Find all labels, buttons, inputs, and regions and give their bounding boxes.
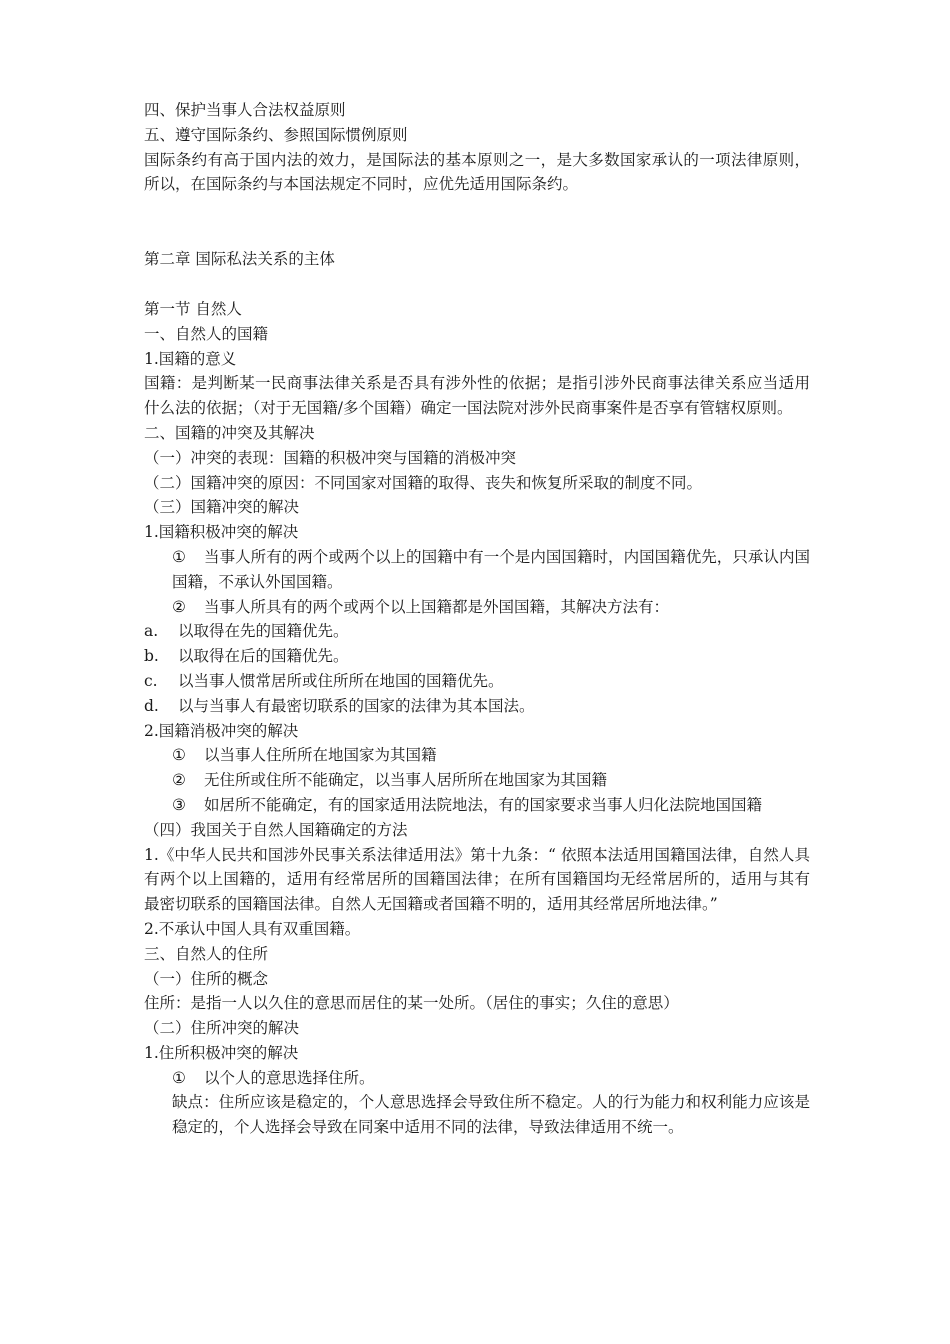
list-item-negative-2 [144, 768, 810, 793]
heading-china-method: （四）我国关于自然人国籍确定的方法 [144, 820, 408, 839]
heading-domicile-positive-conflict: 1.住所积极冲突的解决 [144, 1043, 299, 1062]
paragraph-treaty-priority: 国际条约有高于国内法的效力，是国际法的基本原则之一，是大多数国家承认的一项法律原则，所以，在国际条约与本国法规定不同时，应优先适用国际条约。 [144, 150, 810, 194]
list-item-text: 以当事人惯常居所或住所所在地国的国籍优先。 [178, 671, 504, 690]
heading-principle-4: 四、保护当事人合法权益原则 [144, 101, 346, 119]
heading-negative-conflict: 2.国籍消极冲突的解决 [144, 721, 299, 740]
heading-domicile: 三、自然人的住所 [144, 944, 269, 963]
list-item-text: 以取得在先的国籍优先。 [178, 622, 349, 641]
list-item-text: 当事人所具有的两个或两个以上国籍都是外国国籍，其解决方法有： [204, 597, 670, 616]
conflict-manifestation: （一）冲突的表现：国籍的积极冲突与国籍的消极冲突 [144, 448, 517, 467]
list-item-method-a [144, 619, 810, 644]
list-item-text: 当事人所有的两个或两个以上的国籍中有一个是内国国籍时，内国国籍优先，只承认内国国籍，不承认外国国籍。 [172, 547, 810, 591]
list-marker: c. [144, 671, 158, 690]
list-item-text: 以当事人住所所在地国家为其国籍 [204, 746, 437, 765]
section-title: 第一节 自然人 [144, 299, 242, 318]
spacer [144, 197, 810, 247]
list-marker: ③ [172, 795, 186, 814]
list-item-method-b [144, 644, 810, 669]
spacer [144, 272, 810, 297]
list-item-positive-2 [144, 595, 810, 620]
list-item-text: 以取得在后的国籍优先。 [178, 647, 349, 666]
list-marker: ② [172, 597, 186, 616]
heading-domicile-conflict: （二）住所冲突的解决 [144, 1019, 300, 1038]
list-item-method-d [144, 694, 810, 719]
heading-positive-conflict: 1.国籍积极冲突的解决 [144, 523, 299, 542]
list-item-text: 如居所不能确定，有的国家适用法院地法，有的国家要求当事人归化法院地国国籍 [204, 795, 763, 814]
list-marker: ① [172, 1068, 186, 1087]
heading-domicile-concept: （一）住所的概念 [144, 969, 269, 988]
list-marker: b. [144, 647, 159, 666]
paragraph-drawback: 缺点：住所应该是稳定的，个人意思选择会导致住所不稳定。人的行为能力和权利能力应该是稳定的，个人选择会导致在同案中适用不同的法律，导致法律适用不统一。 [172, 1093, 810, 1137]
heading-conflict-resolution: （三）国籍冲突的解决 [144, 498, 300, 517]
list-item-text: 以个人的意思选择住所。 [204, 1068, 375, 1087]
list-item-text: 无住所或住所不能确定，以当事人居所所在地国家为其国籍 [204, 771, 608, 790]
paragraph-no-dual-nationality: 2.不承认中国人具有双重国籍。 [144, 919, 361, 938]
list-item-positive-1 [144, 545, 810, 595]
paragraph-nationality-definition: 国籍：是判断某一民商事法律关系是否具有涉外性的依据；是指引涉外民商事法律关系应当适用什么法的依据；（对于无国籍/多个国籍）确定一国法院对涉外民商事案件是否享有管辖权原则。 [144, 374, 810, 418]
list-item-negative-1 [144, 743, 810, 768]
heading-principle-5: 五、遵守国际条约、参照国际惯例原则 [144, 125, 408, 144]
list-marker: d. [144, 696, 159, 715]
list-marker: a. [144, 622, 159, 641]
paragraph-article-19: 1.《中华人民共和国涉外民事关系法律适用法》第十九条：“ 依照本法适用国籍国法律，自然人具有两个以上国籍的，适用有经常居所的国籍国法律；在所有国籍国均无经常居所的，适用与其有最密切联系的国籍国法律。自然人无国籍或者国籍不明的，适用其经常居所地法律。” [144, 845, 810, 914]
conflict-cause: （二）国籍冲突的原因：不同国家对国籍的取得、丧失和恢复所采取的制度不同。 [144, 473, 703, 492]
heading-nationality-meaning: 1.国籍的意义 [144, 349, 237, 368]
list-marker: ① [172, 547, 186, 566]
paragraph-domicile-definition: 住所：是指一人以久住的意思而居住的某一处所。（居住的事实；久住的意思） [144, 994, 679, 1013]
list-item-method-c [144, 669, 810, 694]
list-item-text: 以与当事人有最密切联系的国家的法律为其本国法。 [178, 696, 535, 715]
chapter-title: 第二章 国际私法关系的主体 [144, 250, 335, 269]
list-item-domicile-1 [144, 1066, 810, 1091]
heading-nationality-conflict: 二、国籍的冲突及其解决 [144, 423, 315, 442]
list-marker: ② [172, 771, 186, 790]
list-marker: ① [172, 746, 186, 765]
heading-nationality: 一、自然人的国籍 [144, 324, 269, 343]
list-item-negative-3 [144, 793, 810, 818]
